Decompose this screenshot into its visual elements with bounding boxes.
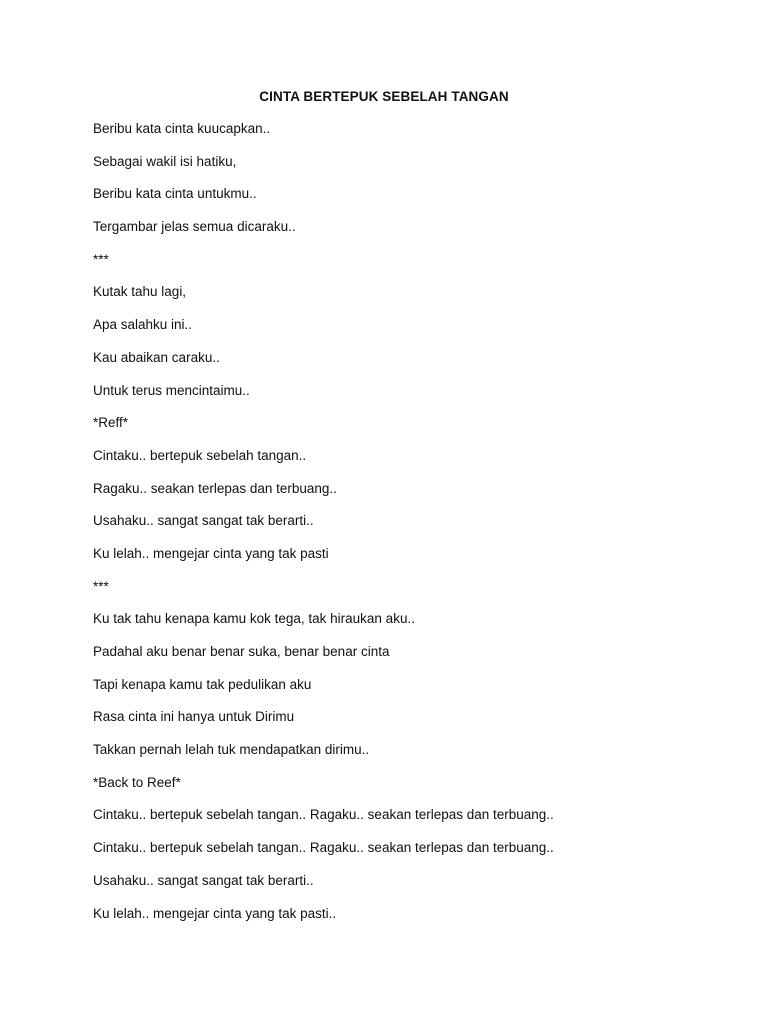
lyric-line: Tapi kenapa kamu tak pedulikan aku bbox=[93, 676, 312, 692]
section-separator: *** bbox=[93, 251, 109, 267]
lyrics-body bbox=[93, 120, 733, 937]
lyric-line: Beribu kata cinta untukmu.. bbox=[93, 186, 257, 202]
document-title: CINTA BERTEPUK SEBELAH TANGAN bbox=[259, 89, 509, 104]
lyric-line: Cintaku.. bertepuk sebelah tangan.. bbox=[93, 447, 307, 463]
lyric-line: Rasa cinta ini hanya untuk Dirimu bbox=[93, 709, 295, 725]
lyric-line: Apa salahku ini.. bbox=[93, 317, 193, 333]
lyric-line: Padahal aku benar benar suka, benar benar cinta bbox=[93, 644, 390, 659]
lyric-line: Ragaku.. seakan terlepas dan terbuang.. bbox=[93, 480, 337, 496]
section-separator: *** bbox=[93, 578, 109, 594]
lyric-line: Takkan pernah lelah tuk mendapatkan dirimu.. bbox=[93, 742, 370, 758]
lyric-line: Sebagai wakil isi hatiku, bbox=[93, 153, 237, 169]
lyric-line: Cintaku.. bertepuk sebelah tangan.. Ragaku.. seakan terlepas dan terbuang.. bbox=[93, 840, 554, 856]
lyric-line: Tergambar jelas semua dicaraku.. bbox=[93, 219, 296, 235]
lyric-line: Usahaku.. sangat sangat tak berarti.. bbox=[93, 513, 314, 529]
lyric-line: Ku lelah.. mengejar cinta yang tak pasti.. bbox=[93, 905, 337, 921]
lyric-line: Beribu kata cinta kuucapkan.. bbox=[93, 121, 271, 136]
lyric-line: Usahaku.. sangat sangat tak berarti.. bbox=[93, 872, 314, 888]
lyric-line: Ku tak tahu kenapa kamu kok tega, tak hiraukan aku.. bbox=[93, 611, 415, 627]
lyric-line: Cintaku.. bertepuk sebelah tangan.. Ragaku.. seakan terlepas dan terbuang.. bbox=[93, 807, 554, 823]
lyric-line: Kau abaikan caraku.. bbox=[93, 349, 220, 365]
lyric-line: Untuk terus mencintaimu.. bbox=[93, 382, 250, 398]
section-label: *Back to Reef* bbox=[93, 774, 181, 790]
lyric-line: Ku lelah.. mengejar cinta yang tak pasti bbox=[93, 545, 329, 561]
lyric-line: Kutak tahu lagi, bbox=[93, 284, 187, 300]
section-label: *Reff* bbox=[93, 415, 129, 431]
